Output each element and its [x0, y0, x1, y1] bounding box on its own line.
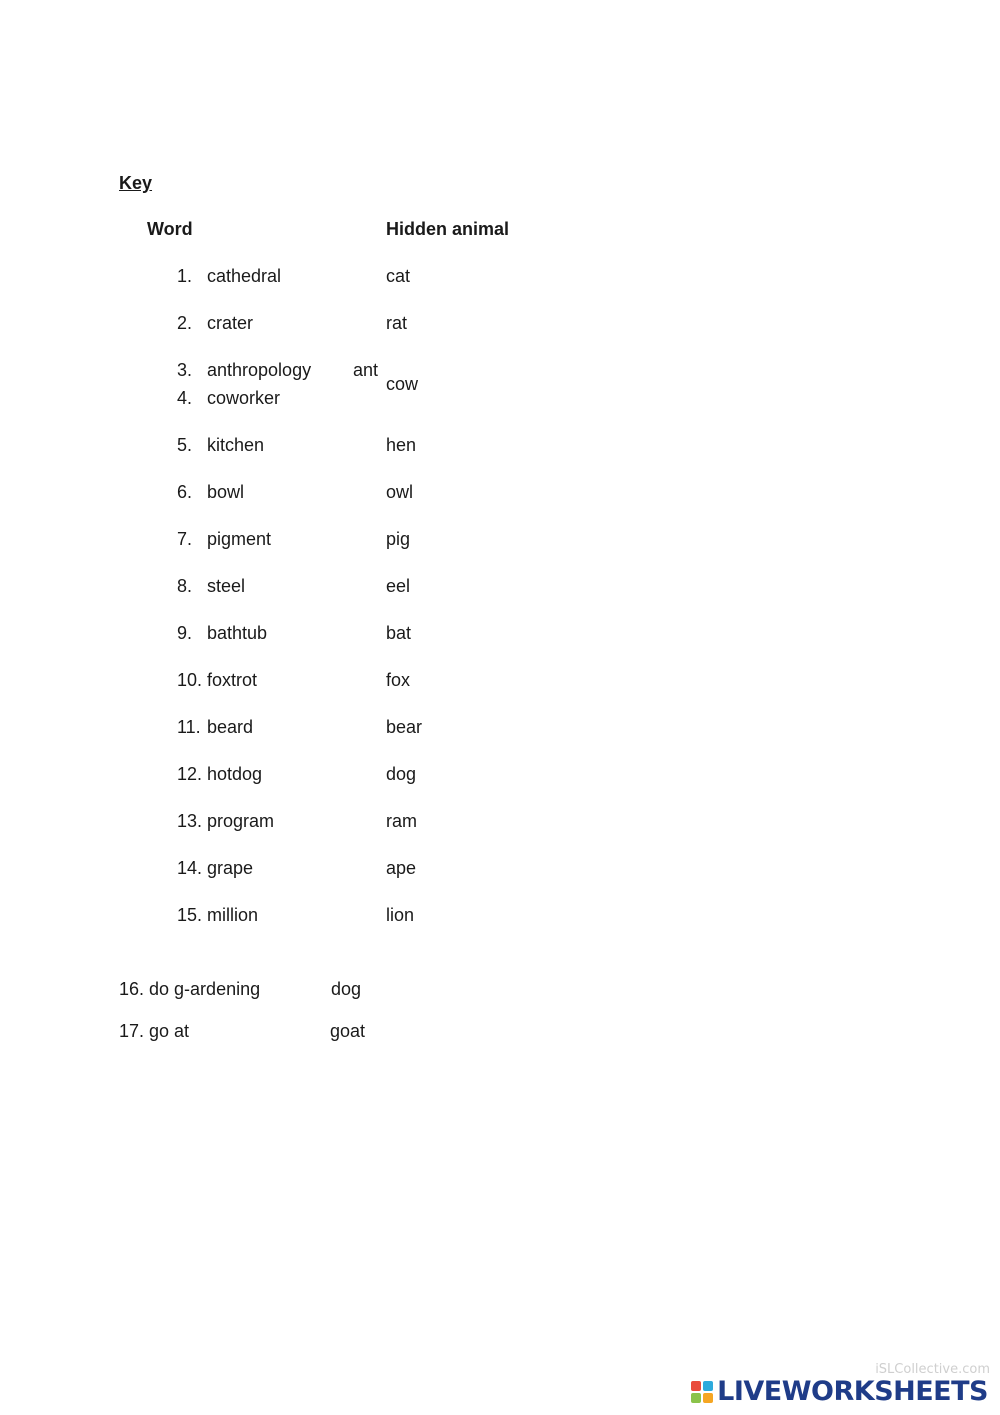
item-word: hotdog — [207, 764, 263, 784]
item-word: pigment — [207, 529, 272, 549]
item-word: crater — [207, 313, 254, 333]
item-word: million — [207, 905, 259, 925]
item-animal: cat — [386, 266, 411, 286]
item-word: foxtrot — [207, 670, 258, 690]
item-number: 6. — [177, 482, 193, 502]
item-animal: bear — [386, 717, 423, 737]
item-animal: owl — [386, 482, 414, 502]
header-word: Word — [147, 219, 193, 239]
item-word: bowl — [207, 482, 245, 502]
item-animal: rat — [386, 313, 408, 333]
extra-item-animal: goat — [330, 1021, 366, 1041]
item-number: 15. — [177, 905, 203, 925]
item-number: 13. — [177, 811, 203, 831]
item-animal: eel — [386, 576, 411, 596]
item-word: steel — [207, 576, 246, 596]
extra-item-animal: dog — [331, 979, 362, 999]
liveworksheets-logo-icon — [691, 1381, 713, 1403]
extra-item-text: 16. do g-ardening — [119, 979, 261, 999]
item-number: 1. — [177, 266, 193, 286]
item-animal: ram — [386, 811, 417, 831]
item-animal: fox — [386, 670, 411, 690]
item-word: kitchen — [207, 435, 265, 455]
item-animal: cow — [386, 374, 419, 394]
item-animal: dog — [386, 764, 417, 784]
item-number: 9. — [177, 623, 193, 643]
item-number: 14. — [177, 858, 203, 878]
item-animal: bat — [386, 623, 412, 643]
item-number: 7. — [177, 529, 193, 549]
key-title: Key — [119, 173, 153, 193]
item-animal: ape — [386, 858, 417, 878]
item-animal: hen — [386, 435, 417, 455]
item-word: program — [207, 811, 275, 831]
item-number: 10. — [177, 670, 203, 690]
item-word: anthropology — [207, 360, 312, 380]
item-animal: ant — [353, 360, 379, 380]
item-word: grape — [207, 858, 254, 878]
item-number: 5. — [177, 435, 193, 455]
extra-item-text: 17. go at — [119, 1021, 190, 1041]
item-animal: pig — [386, 529, 411, 549]
item-number: 8. — [177, 576, 193, 596]
item-number: 3. — [177, 360, 193, 380]
liveworksheets-watermark — [691, 1378, 988, 1405]
item-word: cathedral — [207, 266, 282, 286]
watermark-subtext: iSLCollective.com — [875, 1362, 990, 1377]
item-word: bathtub — [207, 623, 268, 643]
item-number: 11. — [177, 717, 201, 737]
item-number: 4. — [177, 388, 193, 408]
liveworksheets-brand: LIVEWORKSHEETS — [717, 1376, 988, 1407]
item-animal: lion — [386, 905, 415, 925]
item-word: beard — [207, 717, 254, 737]
item-word: coworker — [207, 388, 281, 408]
item-number: 2. — [177, 313, 193, 333]
header-hidden-animal: Hidden animal — [386, 219, 510, 239]
item-number: 12. — [177, 764, 203, 784]
